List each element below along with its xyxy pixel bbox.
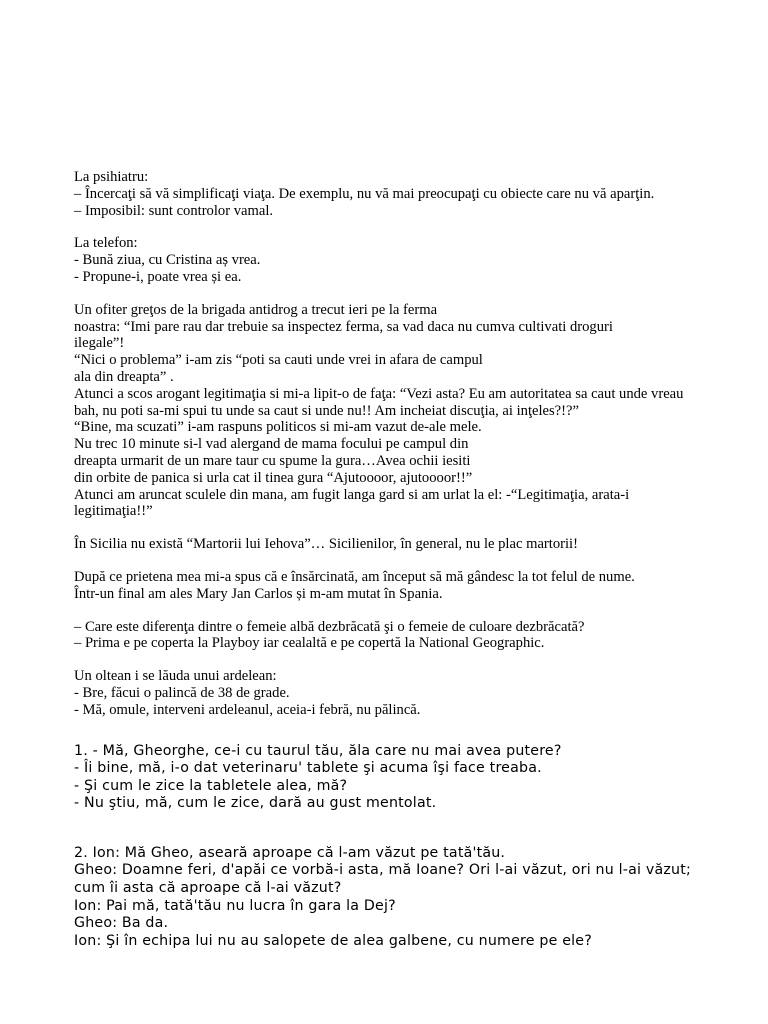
joke-line: – Prima e pe coperta la Playboy iar cealaltă e pe copertă la National Geographic. xyxy=(74,635,545,652)
joke-line: - Şi cum le zice la tabletele alea, mă? xyxy=(74,777,348,794)
joke-line: În Sicilia nu există “Martorii lui Iehova”… Sicilienilor, în general, nu le plac martorii! xyxy=(74,536,578,553)
joke-line: La telefon: xyxy=(74,235,138,252)
joke-line: “Nici o problema” i-am zis “poti sa cauti unde vrei in afara de campul xyxy=(74,352,483,369)
joke-line: - Propune-i, poate vrea și ea. xyxy=(74,268,242,285)
joke-line: Ion: Şi în echipa lui nu au salopete de alea galbene, cu numere pe ele? xyxy=(74,932,592,949)
joke-line: – Imposibil: sunt controlor vamal. xyxy=(74,202,274,219)
joke-line: ala din dreapta” . xyxy=(74,368,174,385)
joke-spania xyxy=(74,569,734,603)
joke-line: Un ofiter greţos de la brigada antidrog a trecut ieri pe la ferma xyxy=(74,301,438,318)
joke-line: - Nu ştiu, mă, cum le zice, dară au gust mentolat. xyxy=(74,795,437,812)
joke-palinca xyxy=(74,668,734,718)
joke-line: 2. Ion: Mă Gheo, aseară aproape că l-am văzut pe tată'tău. xyxy=(74,844,506,861)
joke-line: - Bre, făcui o palincă de 38 de grade. xyxy=(74,684,290,701)
joke-line: - Mă, omule, interveni ardeleanul, aceia-i febră, nu pălincă. xyxy=(74,701,421,718)
joke-line: După ce prietena mea mi-a spus că e însărcinată, am început să mă gândesc la tot felul de nume. xyxy=(74,568,635,585)
joke-line: Gheo: Doamne feri, d'apăi ce vorbă-i asta, mă Ioane? Ori l-ai văzut, ori nu l-ai văzut; cum îi asta că aproape că l-ai văzut? xyxy=(74,862,691,897)
joke-line: - Bună ziua, cu Cristina aș vrea. xyxy=(74,252,261,269)
joke-line: Într-un final am ales Mary Jan Carlos și m-am mutat în Spania. xyxy=(74,585,443,602)
joke-gheo xyxy=(74,845,734,951)
joke-line: noastra: “Imi pare rau dar trebuie sa inspectez ferma, sa vad daca nu cumva cultivati droguri ilegale”! xyxy=(74,318,613,352)
joke-diferenta xyxy=(74,619,734,653)
joke-line: Atunci am aruncat sculele din mana, am fugit langa gard si am urlat la el: -“Legitimaţia, arata-i legitimaţia!!” xyxy=(74,486,630,520)
joke-ofiter xyxy=(74,302,734,520)
joke-line: Gheo: Ba da. xyxy=(74,915,169,932)
joke-line: – Care este diferenţa dintre o femeie albă dezbrăcată şi o femeie de culoare dezbrăcată? xyxy=(74,618,585,635)
joke-sicilia xyxy=(74,536,734,553)
joke-line: din orbite de panica si urla cat il tinea gura “Ajutoooor, ajutoooor!!” xyxy=(74,469,473,486)
joke-line: – Încercaţi să vă simplificaţi viaţa. De exemplu, nu vă mai preocupaţi cu obiecte care nu vă aparţin. xyxy=(74,185,655,202)
joke-line: Atunci a scos arogant legitimaţia si mi-a lipit-o de faţa: “Vezi asta? Eu am autoritatea sa caut unde vreau bah, nu poti sa-mi spui tu unde sa caut si unde nu!! Am incheiat discuţia, ai inţeles?!?” xyxy=(74,385,684,419)
joke-line: Nu trec 10 minute si-l vad alergand de mama focului pe campul din xyxy=(74,436,469,453)
joke-taur xyxy=(74,743,734,813)
joke-line: “Bine, ma scuzati” i-am raspuns politicos si mi-am vazut de-ale mele. xyxy=(74,419,482,436)
joke-line: dreapta urmarit de un mare taur cu spume la gura…Avea ochii iesiti xyxy=(74,452,471,469)
joke-line: - Îi bine, mă, i-o dat veterinaru' tablete şi acuma îşi face treaba. xyxy=(74,760,542,777)
joke-telefon xyxy=(74,235,734,285)
document-page xyxy=(74,169,734,950)
joke-psihiatru xyxy=(74,169,734,219)
joke-line: La psihiatru: xyxy=(74,169,149,185)
joke-line: Un oltean i se lăuda unui ardelean: xyxy=(74,668,277,685)
joke-line: Ion: Pai mă, tată'tău nu lucra în gara la Dej? xyxy=(74,897,396,914)
joke-line: 1. - Mă, Gheorghe, ce-i cu taurul tău, ăla care nu mai avea putere? xyxy=(74,742,562,759)
